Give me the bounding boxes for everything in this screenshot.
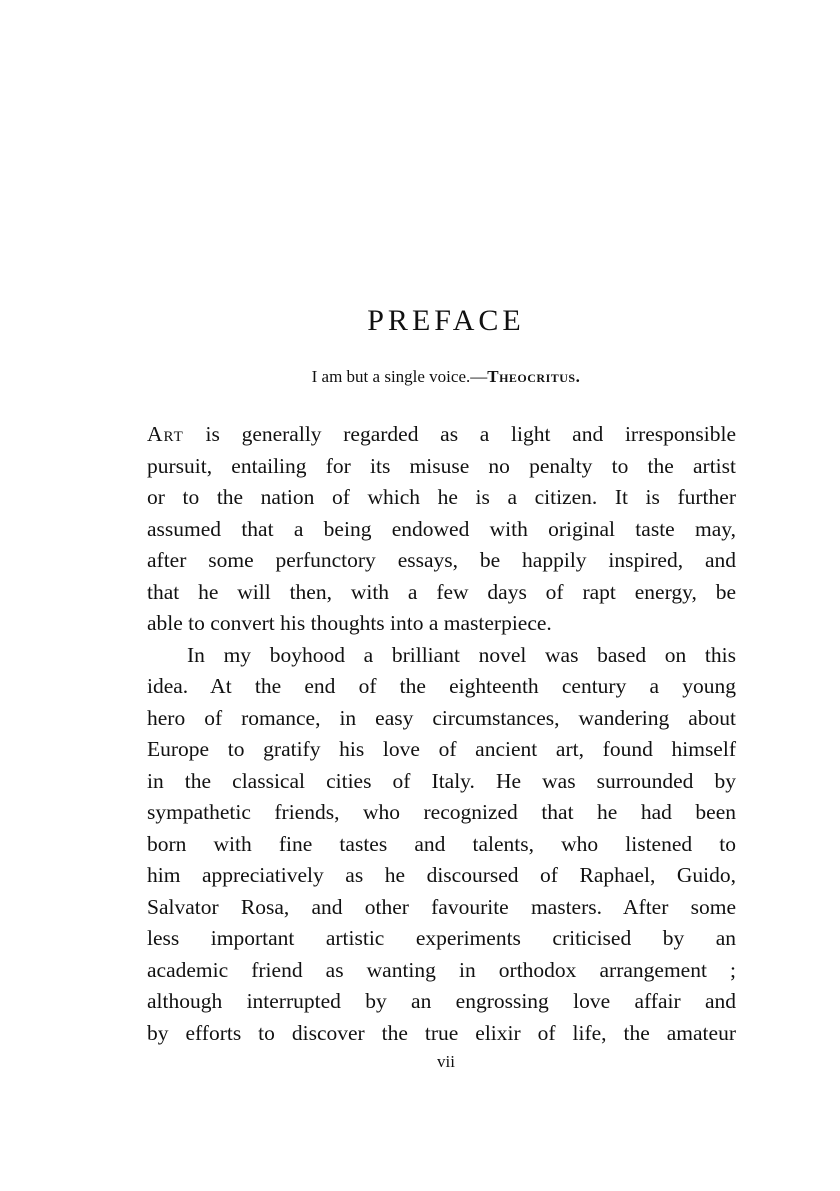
epigraph-text: I am but a single voice.— xyxy=(311,367,488,386)
text-line: In my boyhood a brilliant novel was based on this xyxy=(187,642,736,667)
text-line: academic friend as wanting in orthodox arrangement ; xyxy=(147,957,736,982)
text-line: him appreciatively as he discoursed of Raphael, Guido, xyxy=(147,863,736,887)
text-line: idea. At the end of the eighteenth century a young xyxy=(147,674,736,698)
text-line: or to the nation of which he is a citizen. It is further xyxy=(147,485,736,509)
text-line: Europe to gratify his love of ancient art, found himself xyxy=(147,737,736,761)
text-line: born with fine tastes and talents, who listened to xyxy=(147,831,736,856)
epigraph-author: Theocritus. xyxy=(487,367,581,386)
text-line: after some perfunctory essays, be happily inspired, and xyxy=(147,548,736,572)
text-line: Salvator Rosa, and other favourite masters. After some xyxy=(147,894,736,919)
text-line: pursuit, entailing for its misuse no penalty to the artist xyxy=(147,453,736,478)
page-number: vii xyxy=(437,1052,455,1071)
text-line: by efforts to discover the true elixir of life, the amateur xyxy=(147,1020,736,1045)
epigraph xyxy=(26,367,840,387)
text-line: although interrupted by an engrossing love affair and xyxy=(147,989,736,1013)
text-line: that he will then, with a few days of rapt energy, be xyxy=(147,579,736,604)
preface-body xyxy=(147,419,736,1049)
text-line: in the classical cities of Italy. He was surrounded by xyxy=(147,768,736,793)
page-title: PREFACE xyxy=(367,304,525,337)
text-line xyxy=(147,419,736,451)
text-line-content: is generally regarded as a light and irresponsible xyxy=(183,422,736,446)
text-line: assumed that a being endowed with original taste may, xyxy=(147,516,736,541)
text-line: hero of romance, in easy circumstances, wandering about xyxy=(147,705,736,730)
opening-word: Art xyxy=(147,422,184,446)
text-line: less important artistic experiments criticised by an xyxy=(147,926,736,950)
text-line: sympathetic friends, who recognized that he had been xyxy=(147,800,736,824)
text-line: able to convert his thoughts into a masterpiece. xyxy=(147,611,552,635)
